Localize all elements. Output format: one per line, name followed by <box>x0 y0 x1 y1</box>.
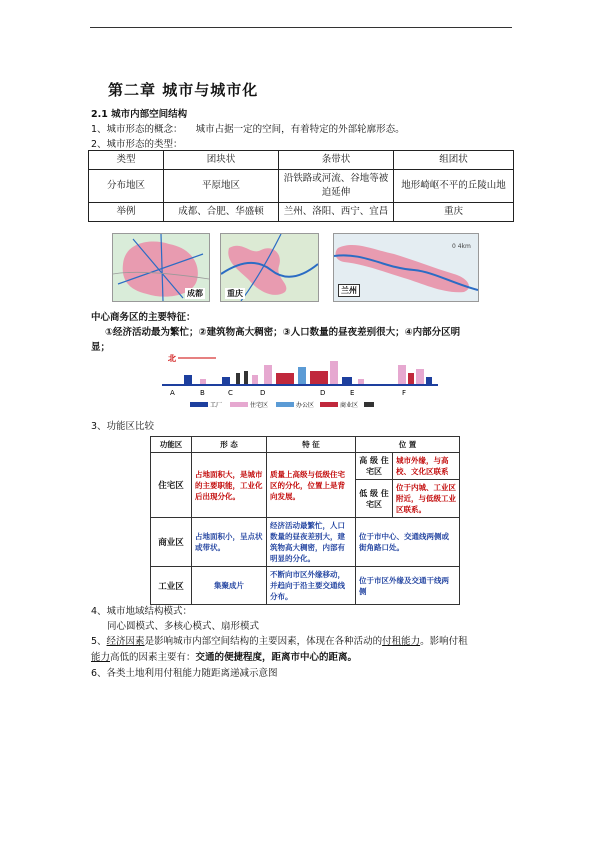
table-header-cell: 团块状 <box>164 151 279 170</box>
item-1-label: 1、城市形态的概念： <box>91 124 183 135</box>
map-lanzhou <box>333 233 479 302</box>
legend-swatch-commercial <box>320 402 338 407</box>
office-block <box>298 367 306 385</box>
residential-block <box>264 365 272 385</box>
zone-label: A <box>170 389 175 397</box>
table-cell: 平原地区 <box>164 170 279 203</box>
cbd-line-1: ①经济活动最为繁忙；②建筑物高大稠密；③人口数量的昼夜差别很大；④内部分区明 <box>105 327 461 338</box>
item-5-line2-a: 高低的因素主要有： <box>110 652 196 663</box>
table-cell: 经济活动最繁忙，人口数量的昼夜差别大，建筑物高大稠密，内部有明显的分化。 <box>267 518 356 567</box>
legend-label: 住宅区 <box>250 402 269 409</box>
legend-label: 工厂 <box>210 402 223 409</box>
map-scale: 0 4km <box>452 243 471 250</box>
item-5-term-2: 付租能力 <box>382 636 421 647</box>
zone-label: C <box>228 389 233 397</box>
residential-block <box>330 361 338 385</box>
table-cell: 工业区 <box>151 567 192 605</box>
legend-swatch-office <box>276 402 294 407</box>
item-3: 3、功能区比较 <box>91 421 155 432</box>
item-5-line-2 <box>91 649 357 663</box>
table-cell: 兰州、洛阳、西宁、宜昌 <box>279 203 394 222</box>
table-row <box>151 453 460 480</box>
other-block <box>236 373 240 385</box>
item-5-line2-b: 交通的便捷程度，距离市中心的距离。 <box>195 652 358 663</box>
residential-block <box>398 365 406 385</box>
section-heading: 2.1 城市内部空间结构 <box>91 109 188 120</box>
table-row <box>151 437 460 453</box>
table-header-cell: 组团状 <box>394 151 514 170</box>
zone-label: B <box>200 389 205 397</box>
table-cell: 高 级 住宅区 <box>356 453 393 480</box>
zone-label: F <box>402 389 407 397</box>
table-cell: 住宅区 <box>151 453 192 518</box>
table-cell: 不断向市区外缘移动，并趋向于沿主要交通线分布。 <box>267 567 356 605</box>
table-cell: 沿铁路或河流、谷地等被迫延伸 <box>279 170 394 203</box>
legend-swatch-factory <box>190 402 208 407</box>
table-cell: 集聚成片 <box>192 567 267 605</box>
table-cell: 成都、合肥、华盛顿 <box>164 203 279 222</box>
table-cell: 分布地区 <box>89 170 164 203</box>
item-5-prefix: 5、 <box>91 636 107 647</box>
chapter-title: 第二章 城市与城市化 <box>108 81 259 99</box>
table-cell: 质量上高级与低级住宅区的分化，位置上是背向发展。 <box>267 453 356 518</box>
table-cell: 占地面积大，是城市的主要职能，工业化后出现分化。 <box>192 453 267 518</box>
table-cell: 占地面积小，呈点状或带状。 <box>192 518 267 567</box>
residential-block <box>416 369 424 385</box>
factory-block <box>426 377 432 385</box>
profile-svg <box>160 351 440 411</box>
table-header-cell: 形 态 <box>192 437 267 453</box>
legend-label: 商业区 <box>340 402 359 409</box>
factory-block <box>222 377 230 385</box>
item-1 <box>91 121 405 135</box>
factory-block <box>184 375 192 385</box>
cbd-line-2: 显； <box>91 342 111 353</box>
table-cell: 商业区 <box>151 518 192 567</box>
commercial-block <box>408 373 414 385</box>
map-label-chengdu: 成都 <box>187 289 203 298</box>
table-row <box>89 151 514 170</box>
zone-label: E <box>350 389 355 397</box>
item-5-term-1: 经济因素 <box>106 636 145 647</box>
table-cell: 低 级 住宅区 <box>356 480 393 518</box>
item-2: 2、城市形态的类型： <box>91 139 183 150</box>
other-block <box>244 371 248 385</box>
map-label-lanzhou: 兰州 <box>338 284 360 297</box>
table-header-cell: 特 征 <box>267 437 356 453</box>
map-chengdu <box>112 233 210 302</box>
legend-swatch-residential <box>230 402 248 407</box>
table-row <box>151 567 460 605</box>
item-5-term-3: 能力 <box>91 652 111 663</box>
table-row <box>89 203 514 222</box>
table-row <box>151 518 460 567</box>
item-4: 4、城市地域结构模式： <box>91 606 193 617</box>
morphology-table <box>88 150 514 222</box>
zone-label: D <box>320 389 326 397</box>
map-chongqing <box>220 233 319 302</box>
item-5-mid: 是影响城市内部空间结构的主要因素，体现在各种活动的 <box>144 636 383 647</box>
item-4-models: 同心圆模式、多核心模式、扇形模式 <box>107 621 260 632</box>
item-5-line-1 <box>91 633 468 647</box>
cbd-profile-diagram <box>160 351 440 411</box>
zone-label: D <box>260 389 266 397</box>
legend-label: 办公区 <box>296 402 315 409</box>
legend-swatch-other <box>364 402 374 407</box>
table-cell: 位于市区外缘及交通干线两侧 <box>356 567 460 605</box>
function-zone-table <box>150 436 460 605</box>
item-5-tail: 。影响付租 <box>420 636 468 647</box>
table-cell: 重庆 <box>394 203 514 222</box>
table-cell: 举例 <box>89 203 164 222</box>
table-cell: 城市外缘，与高校、文化区联系 <box>393 453 460 480</box>
item-6: 6、各类土地利用付租能力随距离递减示意图 <box>91 668 278 679</box>
table-header-cell: 位 置 <box>356 437 460 453</box>
table-row <box>89 170 514 203</box>
table-header-cell: 类型 <box>89 151 164 170</box>
cbd-heading: 中心商务区的主要特征： <box>91 312 196 323</box>
table-header-cell: 条带状 <box>279 151 394 170</box>
north-label: 北 <box>168 354 176 363</box>
residential-block <box>252 375 258 385</box>
commercial-block <box>276 373 294 385</box>
table-header-cell: 功能区 <box>151 437 192 453</box>
table-cell: 位于市中心、交通线两侧或街角路口处。 <box>356 518 460 567</box>
item-1-text: 城市占据一定的空间，有着特定的外部轮廓形态。 <box>195 124 405 135</box>
factory-block <box>342 377 352 385</box>
header-rule <box>90 27 512 28</box>
map-label-chongqing: 重庆 <box>227 289 243 298</box>
table-cell: 位于内城、工业区附近，与低级工业区联系。 <box>393 480 460 518</box>
commercial-block <box>310 371 328 385</box>
table-cell: 地形崎岖不平的丘陵山地 <box>394 170 514 203</box>
